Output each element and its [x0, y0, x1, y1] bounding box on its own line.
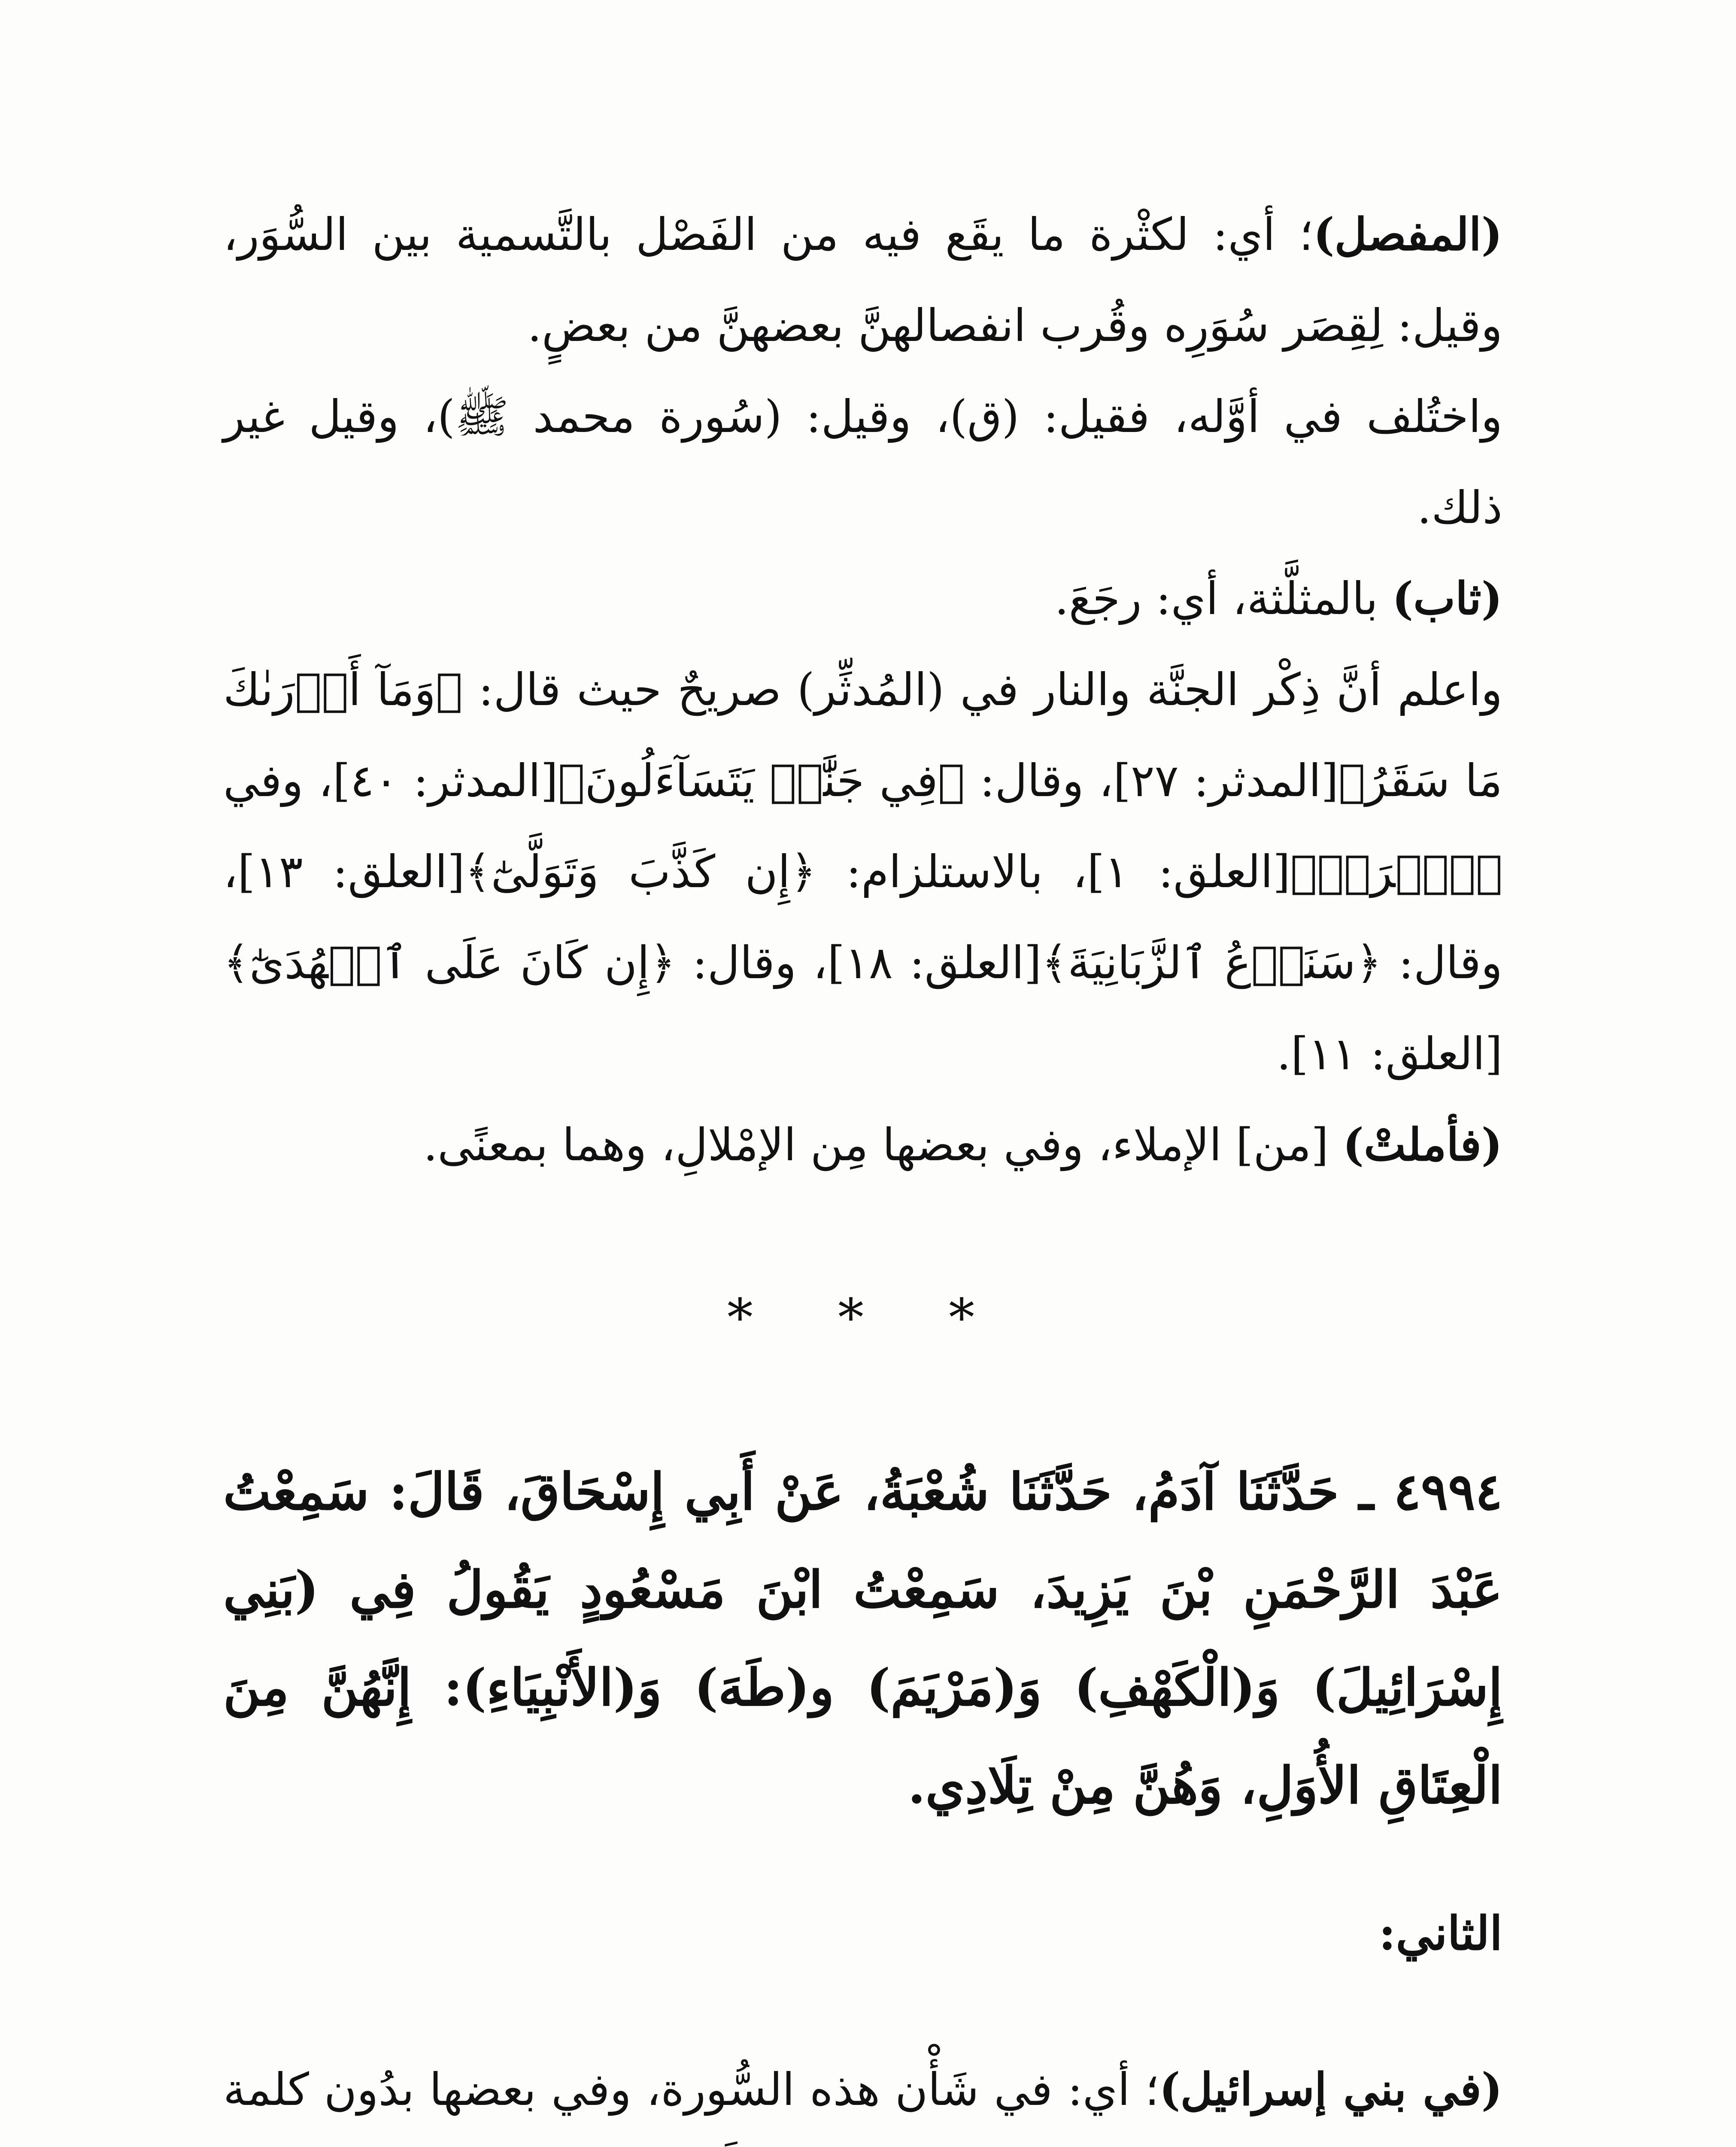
commentary-paragraph — [223, 644, 1502, 1099]
term-heading: (في بني إسرائيل) — [1159, 2063, 1502, 2116]
commentary-text: [من] الإملاء، وفي بعضها مِن الإمْلالِ، وهما بمعنًى. — [423, 1119, 1343, 1171]
commentary-text: بالمثلَّثة، أي: رجَعَ. — [1054, 572, 1393, 625]
commentary-top — [223, 189, 1502, 1190]
commentary-paragraph — [223, 1099, 1502, 1190]
commentary-text: ؛ أي: لكثْرة ما يقَع فيه من الفَصْل بالتَّسمية بين السُّوَر، وقيل: لِقِصَر سُوَرِه وقُرب انفصالهنَّ بعضهنَّ من بعضٍ. — [223, 208, 1502, 352]
commentary-paragraph — [223, 2044, 1502, 2147]
commentary-text: ؛ أي: في شَأْن هذه السُّورة، وفي بعضها بدُون كلمة — [223, 2063, 1159, 2116]
commentary-text: واعلم أنَّ ذِكْر الجنَّة والنار في (المُدثِّر) صريحٌ حيث قال: ﴿وَمَآ أَدۡرَىٰكَ مَا سَقَرُ﴾[المدثر: ٢٧]، وقال: ﴿فِي جَنَّٰتٖ يَتَسَآءَلُونَ﴾[المدثر: ٤٠]، وفي ﴿ٱقۡرَأۡ﴾[العلق: ١]، بالاستلزام: ﴿إِن كَذَّبَ وَتَوَلَّىٰٓ﴾[العلق: ١٣]، وقال: ﴿سَنَدۡعُ ٱلزَّبَانِيَةَ﴾[العلق: ١٨]، وقال: ﴿إِن كَانَ عَلَى ٱلۡهُدَىٰٓ﴾[العلق: ١١]. — [223, 663, 1503, 1080]
section-heading: الثاني: — [1378, 1907, 1502, 1961]
hadith-text: ٤٩٩٤ ـ حَدَّثَنَا آدَمُ، حَدَّثَنَا شُعْبَةُ، عَنْ أَبِي إِسْحَاقَ، قَالَ: سَمِعْتُ عَبْدَ الرَّحْمَنِ بْنَ يَزِيدَ، سَمِعْتُ ابْنَ مَسْعُودٍ يَقُولُ فِي (بَنِي إِسْرَائِيلَ) وَ(الْكَهْفِ) وَ(مَرْيَمَ) و(طَهَ) وَ(الأَنْبِيَاءِ): إِنَّهُنَّ مِنَ الْعِتَاقِ الأُوَلِ، وَهُنَّ مِنْ تِلَادِي. — [223, 1462, 1502, 1815]
commentary-paragraph — [223, 553, 1502, 644]
term-heading: (ثاب) — [1392, 572, 1502, 625]
term-heading: (فأملتْ) — [1342, 1118, 1502, 1171]
term-heading: (المفصل) — [1313, 208, 1502, 261]
section-divider: * * * — [727, 1288, 1009, 1348]
commentary-paragraph — [223, 371, 1502, 553]
hadith-block — [223, 1443, 1502, 1834]
commentary-text: واختُلف في أوَّله، فقيل: (ق)، وقيل: (سُورة محمد ﷺ)، وقيل غير ذلك. — [223, 390, 1502, 534]
commentary-bottom — [223, 2044, 1502, 2147]
commentary-paragraph — [223, 189, 1502, 371]
